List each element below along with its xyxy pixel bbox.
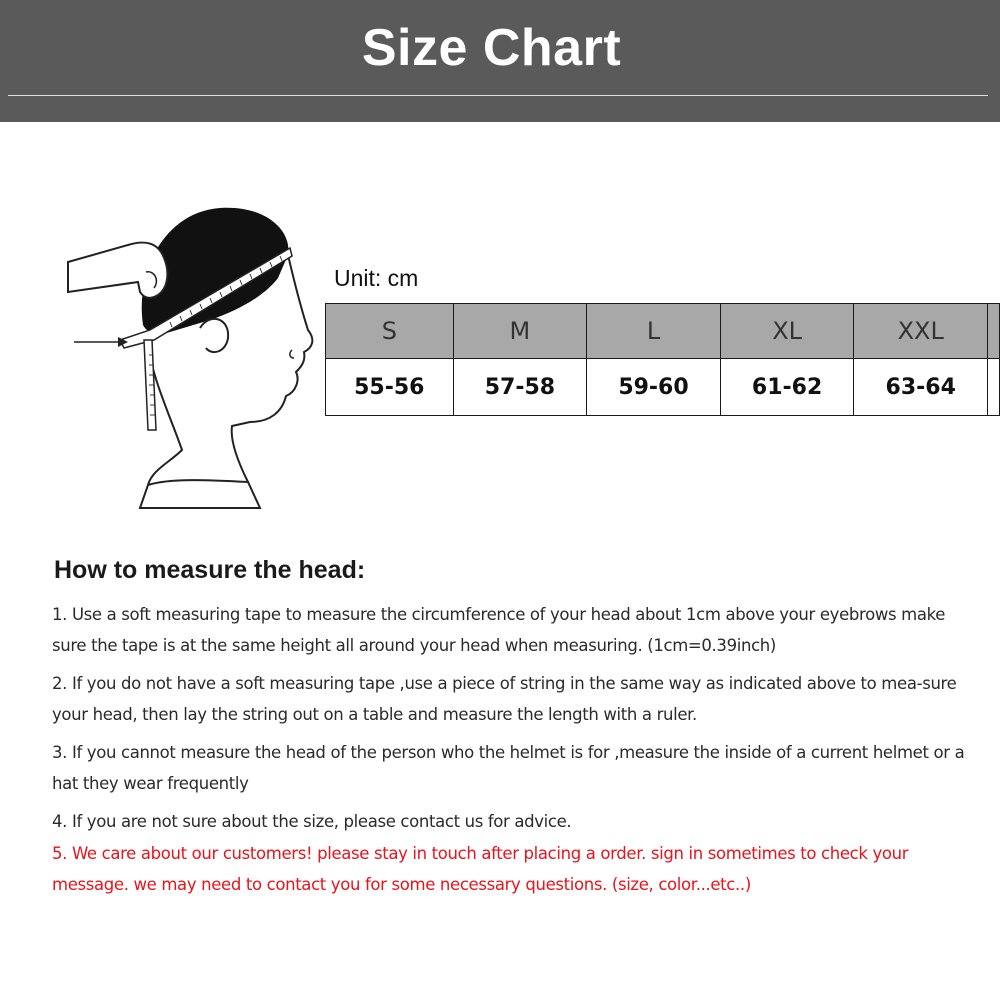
header-banner (0, 0, 1000, 122)
customer-note: 5. We care about our customers! please stay in touch after placing a order. sign in sometimes to check your message. we may need to contact you for some necessary questions. (size, color...etc..) (52, 844, 909, 894)
page-title: Size Chart (361, 19, 622, 77)
size-cell: XL (720, 304, 854, 359)
instruction-step: 4. If you are not sure about the size, please contact us for advice. (52, 812, 572, 831)
range-row (326, 359, 1000, 416)
instruction-step: 2. If you do not have a soft measuring tape ,use a piece of string in the same way as indicated above to mea-sure your head, then lay the string out on a table and measure the length with a ruler. (52, 674, 957, 724)
size-cell: M (453, 304, 587, 359)
instruction-step: 1. Use a soft measuring tape to measure the circumference of your head about 1cm above your eyebrows make sure the tape is at the same height all around your head when measuring. (1cm=0.39inch) (52, 605, 946, 655)
size-cell-edge (988, 304, 1000, 359)
range-cell: 59-60 (587, 359, 721, 416)
range-cell: 61-62 (720, 359, 854, 416)
instruction-step: 3. If you cannot measure the head of the person who the helmet is for ,measure the inside of a current helmet or a hat they wear frequently (52, 743, 965, 793)
head-measuring-tape-icon (60, 200, 330, 510)
instructions-title: How to measure the head: (54, 556, 366, 584)
size-cell: L (587, 304, 721, 359)
size-header-row (326, 304, 1000, 359)
size-cell: XXL (854, 304, 988, 359)
size-cell: S (326, 304, 454, 359)
measure-instructions (52, 556, 982, 907)
range-cell: 55-56 (326, 359, 454, 416)
unit-label: Unit: cm (334, 265, 419, 291)
range-cell-edge (988, 359, 1000, 416)
size-table (325, 303, 1000, 416)
range-cell: 63-64 (854, 359, 988, 416)
range-cell: 57-58 (453, 359, 587, 416)
header-divider (8, 95, 988, 96)
